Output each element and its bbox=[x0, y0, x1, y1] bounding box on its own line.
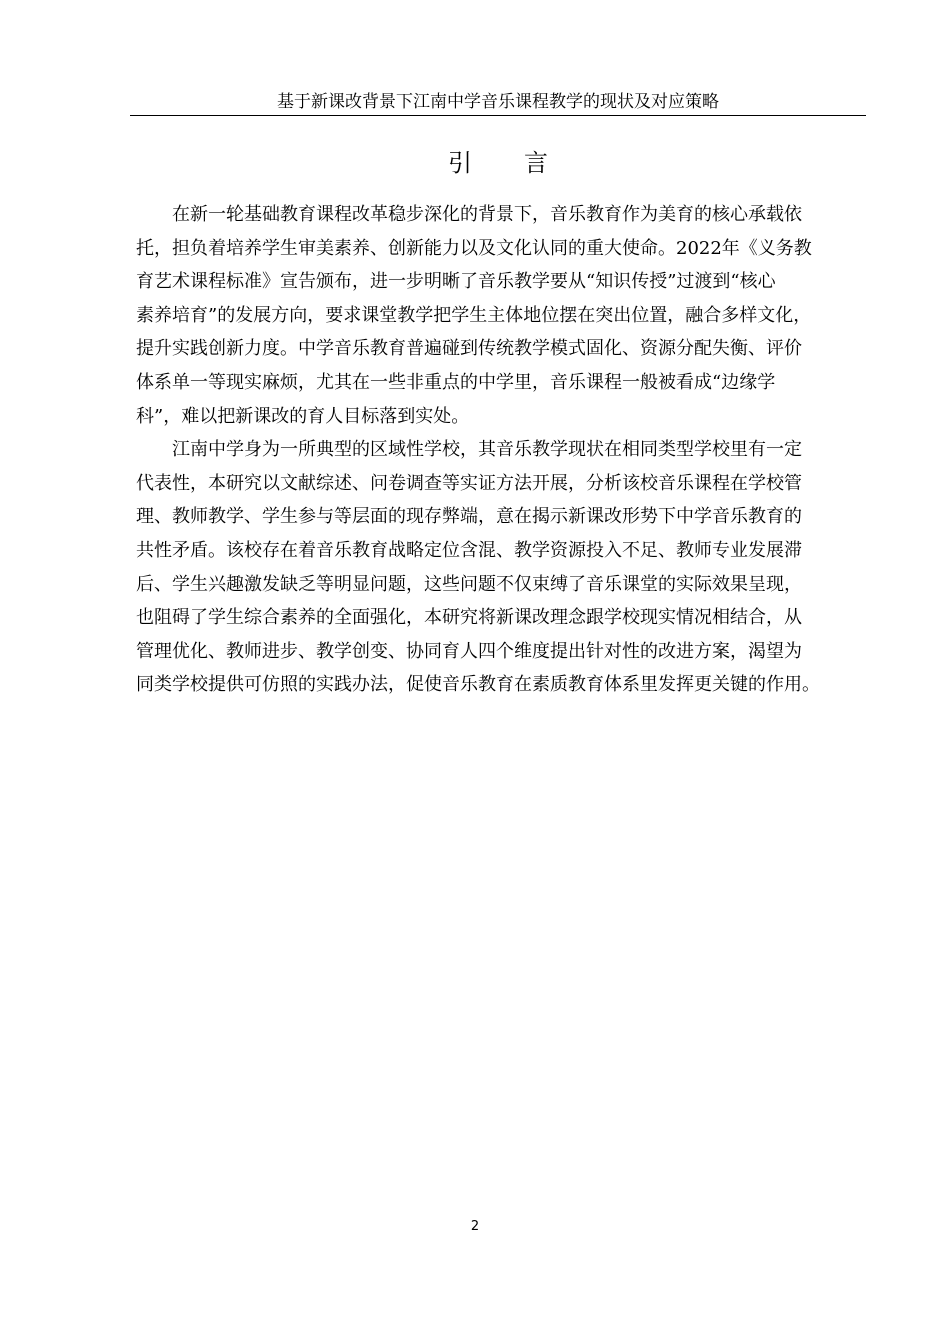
running-header: 基于新课改背景下江南中学音乐课程教学的现状及对应策略 bbox=[277, 92, 719, 112]
paragraph-line: 育艺术课程标准》宣告颁布，进一步明晰了音乐教学要从“知识传授”过渡到“核心 bbox=[136, 271, 776, 293]
paragraph-line: 也阻碍了学生综合素养的全面强化，本研究将新课改理念跟学校现实情况相结合，从 bbox=[136, 607, 802, 629]
paragraph-line: 体系单一等现实麻烦，尤其在一些非重点的中学里，音乐课程一般被看成“边缘学 bbox=[136, 371, 776, 393]
paragraph-line: 科”，难以把新课改的育人目标落到实处。 bbox=[136, 405, 470, 427]
header-rule bbox=[130, 115, 866, 116]
paragraph-line: 托，担负着培养学生审美素养、创新能力以及文化认同的重大使命。2022年《义务教 bbox=[136, 237, 812, 259]
paragraph-line: 代表性，本研究以文献综述、问卷调查等实证方法开展，分析该校音乐课程在学校管 bbox=[136, 472, 802, 494]
paragraph-line: 同类学校提供可仿照的实践办法，促使音乐教育在素质教育体系里发挥更关键的作用。 bbox=[136, 674, 820, 696]
page-number: 2 bbox=[470, 1219, 480, 1234]
paragraph-2 bbox=[136, 433, 866, 702]
paragraph-line: 江南中学身为一所典型的区域性学校，其音乐教学现状在相同类型学校里有一定 bbox=[172, 439, 802, 461]
paragraph-line: 提升实践创新力度。中学音乐教育普遍碰到传统教学模式固化、资源分配失衡、评价 bbox=[136, 338, 802, 360]
paragraph-line: 素养培育”的发展方向，要求课堂教学把学生主体地位摆在突出位置，融合多样文化， bbox=[136, 304, 812, 326]
paragraph-line: 理、教师教学、学生参与等层面的现存弊端，意在揭示新课改形势下中学音乐教育的 bbox=[136, 506, 802, 528]
paragraph-line: 在新一轮基础教育课程改革稳步深化的背景下，音乐教育作为美育的核心承载依 bbox=[172, 204, 802, 225]
paragraph-1 bbox=[136, 198, 866, 433]
paragraph-line: 共性矛盾。该校存在着音乐教育战略定位含混、教学资源投入不足、教师专业发展滞 bbox=[136, 539, 802, 561]
body-text bbox=[136, 198, 866, 702]
paragraph-line: 后、学生兴趣激发缺乏等明显问题，这些问题不仅束缚了音乐课堂的实际效果呈现， bbox=[136, 573, 802, 595]
paragraph-line: 管理优化、教师进步、教学创变、协同育人四个维度提出针对性的改进方案，渴望为 bbox=[136, 640, 802, 662]
section-title: 引言 bbox=[448, 149, 600, 177]
